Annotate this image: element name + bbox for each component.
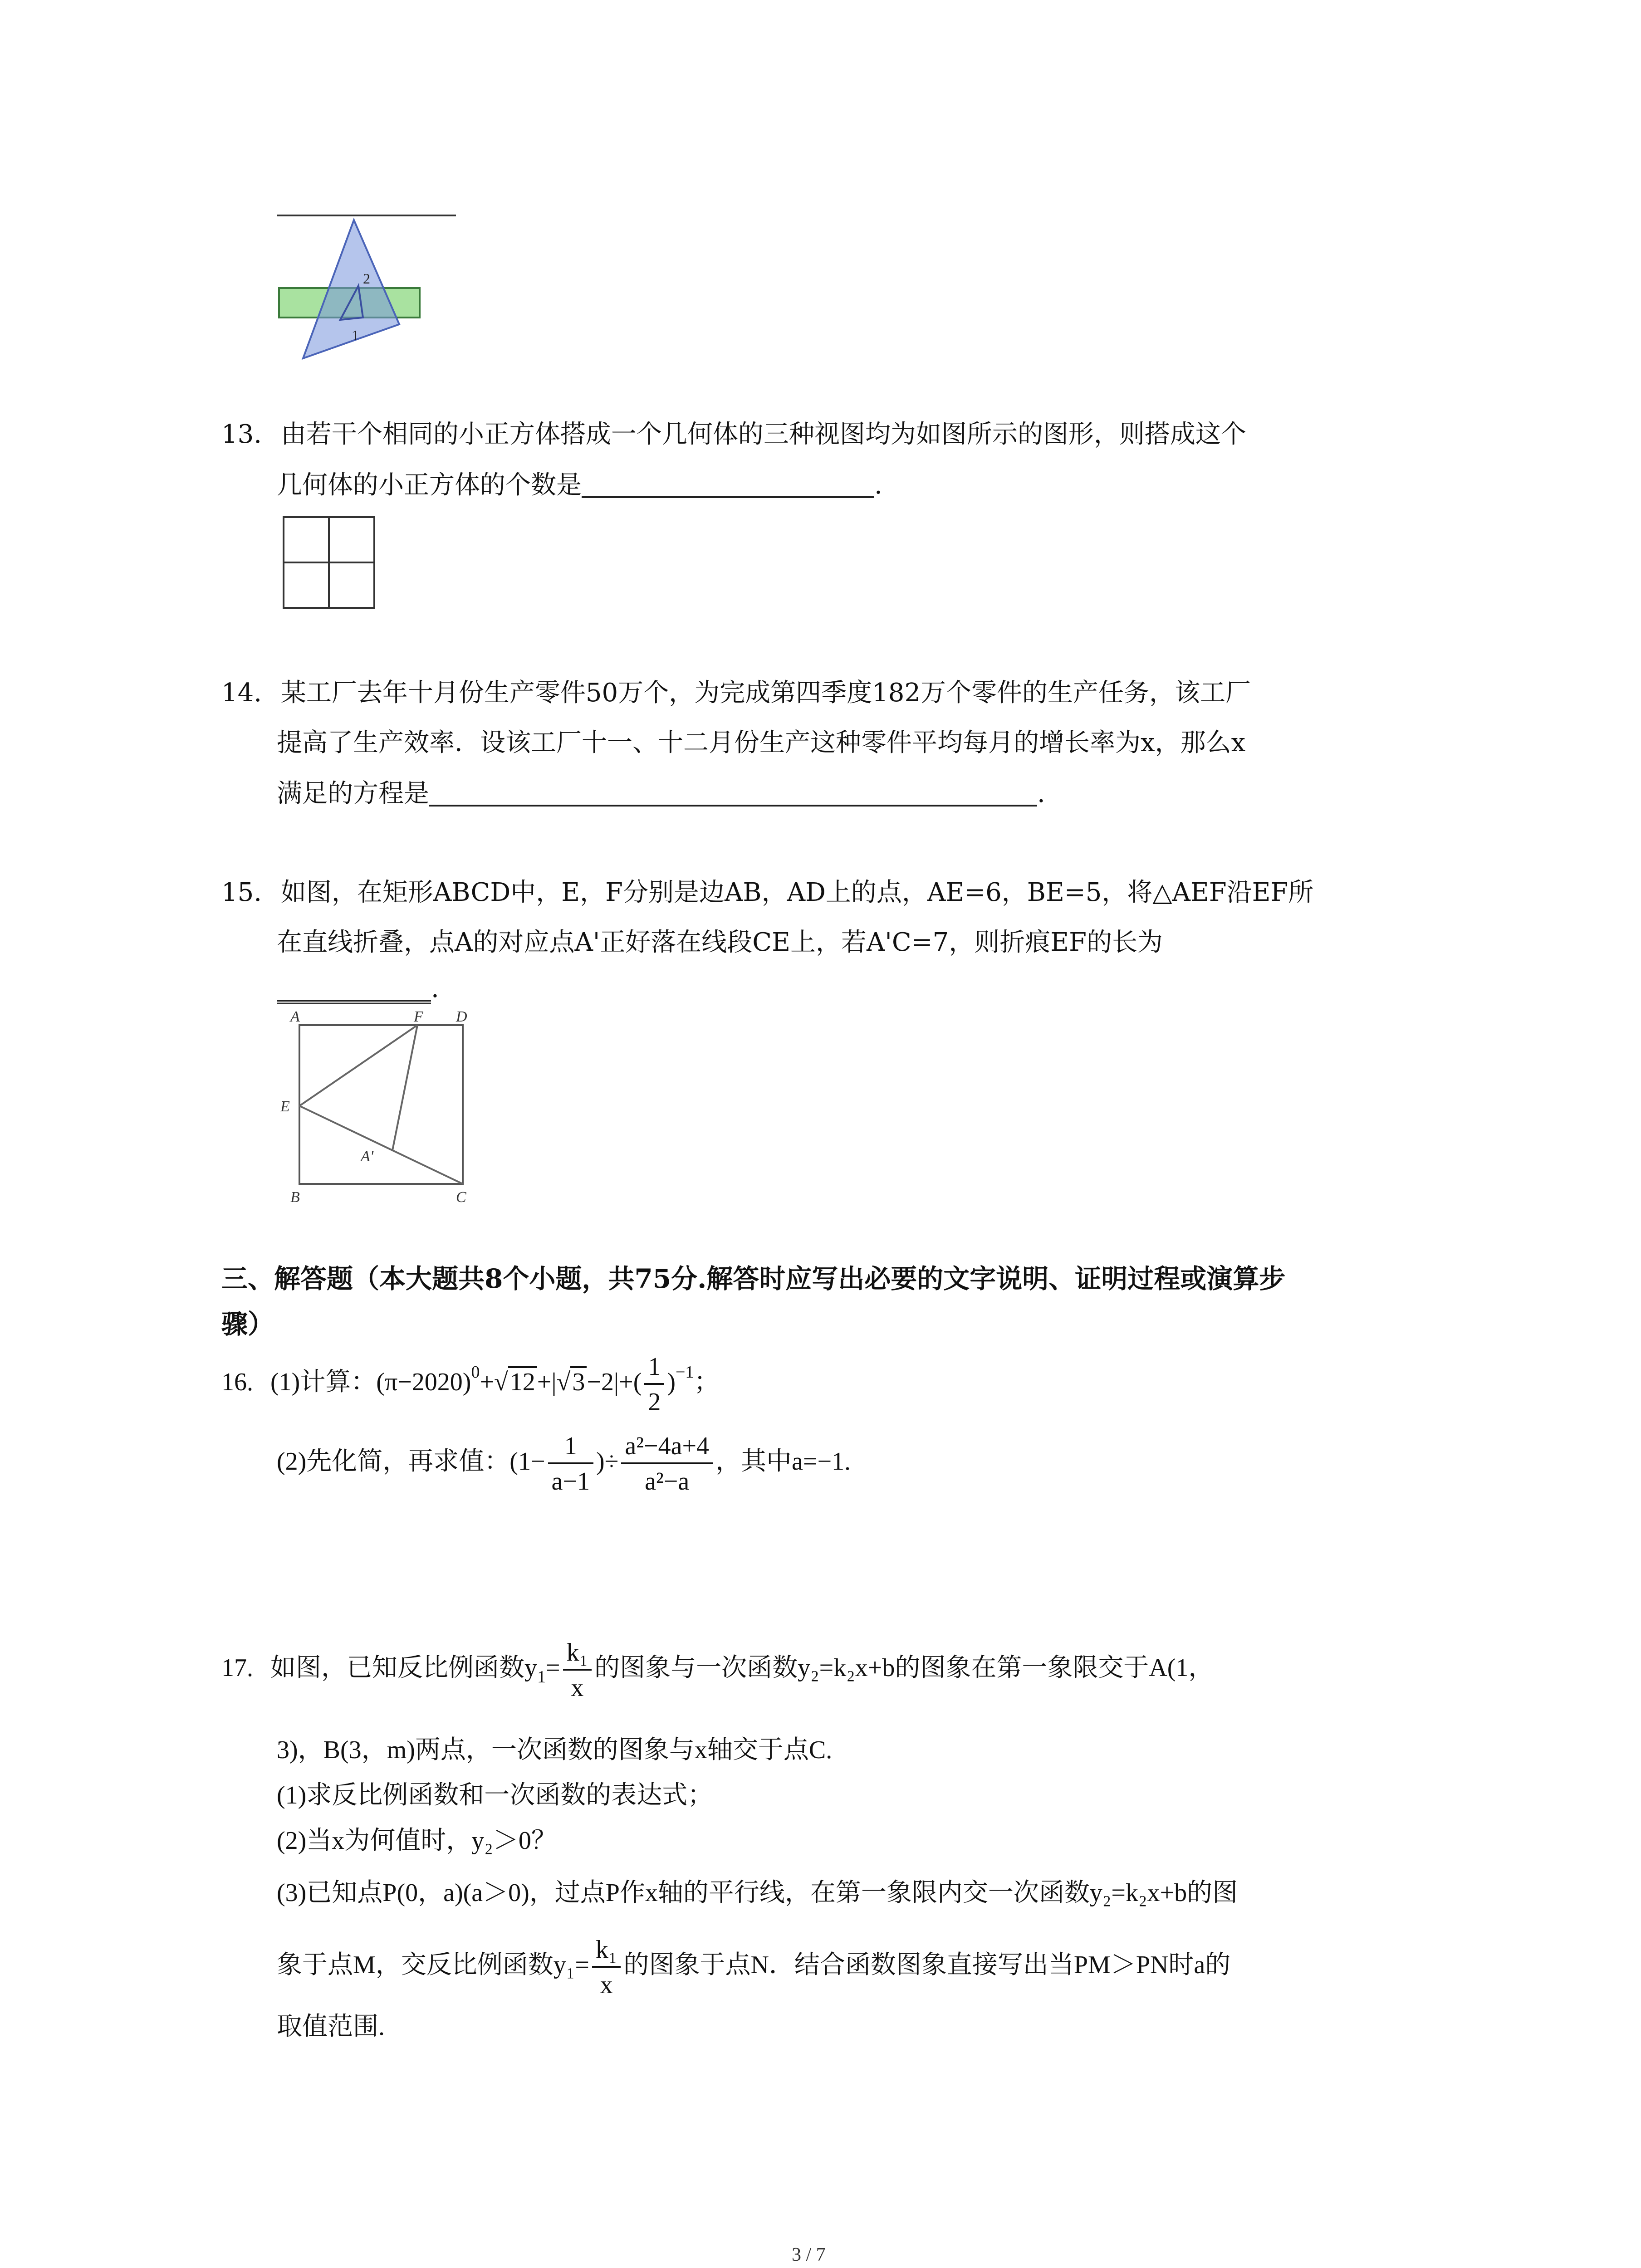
q17-l1-pre: 如图，已知反比例函数y	[270, 1653, 537, 1682]
q17-l4: (2)当x为何值时，y₂＞0？	[277, 1827, 557, 1855]
q17-fraction-k1-x: $\frac{\text{k₁}}{x}$	[563, 1640, 592, 1701]
figure-q15-rectangle	[272, 1002, 490, 1207]
figure-q13-grid	[279, 513, 379, 612]
q16-p1-exp0: 0	[471, 1362, 480, 1382]
figure-q12	[272, 204, 472, 367]
q16-part-2	[277, 1433, 851, 1494]
q17-line-1	[221, 1640, 1214, 1701]
q15-text-1: 如图，在矩形ABCD中，E，F分别是边AB，AD上的点，AE=6，BE=5，将△AEF沿EF所	[280, 878, 1314, 907]
q14-line-1	[221, 680, 1251, 706]
q17-line-2	[277, 1737, 832, 1763]
q16-sqrt-symbol-2: √	[556, 1368, 571, 1396]
q13-answer-blank[interactable]	[582, 472, 874, 498]
q15-text-2: 在直线折叠，点A的对应点A'正好落在线段CE上，若A'C=7，则折痕EF的长为	[277, 928, 1163, 957]
q14-text-1: 某工厂去年十月份生产零件50万个，为完成第四季度182万个零件的生产任务，该工厂	[280, 678, 1251, 708]
q16-p2-div: )÷	[596, 1447, 619, 1476]
q17-l2: 3)，B(3，m)两点，一次函数的图象与x轴交于点C.	[277, 1736, 833, 1764]
page-number	[792, 2245, 826, 2264]
q16-abs-open: +|	[537, 1368, 557, 1396]
section-3-title: 三、解答题（本大题共8个小题，共75分.解答时应写出必要的文字说明、证明过程或演算步	[221, 1263, 1286, 1294]
q15-end: .	[431, 974, 439, 1003]
q17-l5: (3)已知点P(0，a)(a＞0)，过点P作x轴的平行线，在第一象限内交一次函数y₂=k₂x+b的图	[277, 1879, 1238, 1907]
label-E: E	[280, 1098, 290, 1115]
q17-line-4	[277, 1828, 557, 1853]
q17-l1-eq: =	[546, 1653, 560, 1682]
q16-p1-exp: −1	[676, 1362, 694, 1382]
q17-number: 17.	[221, 1653, 253, 1682]
label-C: C	[456, 1189, 466, 1206]
q13-line-2	[277, 472, 882, 498]
q16-sqrt-3: 3	[570, 1366, 587, 1396]
section-3-heading-2	[221, 1311, 274, 1337]
q16-p1-plus: +	[480, 1368, 495, 1396]
q15-line-2	[277, 930, 1163, 955]
q17-l6-post: 的图象于点N．结合函数图象直接写出当PM＞PN时a的	[623, 1950, 1231, 1979]
q16-sqrt-symbol-1: √	[494, 1368, 508, 1396]
q13-text-2: 几何体的小正方体的个数是	[277, 470, 582, 500]
q17-l1-post: 的图象与一次函数y₂=k₂x+b的图象在第一象限交于A(1，	[594, 1653, 1214, 1682]
q16-p1-end: ；	[694, 1368, 720, 1396]
q15-number: 15.	[221, 878, 262, 907]
label-F: F	[414, 1008, 423, 1025]
q17-line-7	[277, 2014, 385, 2039]
q17-line-6	[277, 1937, 1230, 1998]
q15-answer-blank[interactable]	[277, 975, 431, 1002]
q14-end: .	[1037, 779, 1045, 808]
q17-l7: 取值范围.	[277, 2013, 385, 2041]
label-B: B	[290, 1189, 300, 1206]
q17-fraction-k1-x-2: $\frac{\text{k₁}}{x}$	[592, 1937, 621, 1998]
label-D: D	[456, 1008, 467, 1025]
q13-text-1: 由若干个相同的小正方体搭成一个几何体的三种视图均为如图所示的图形，则搭成这个	[280, 420, 1246, 449]
label-angle-2: 2	[363, 270, 370, 287]
q14-line-2	[277, 730, 1245, 756]
q16-fraction-1: $\frac{1}{a-1}$	[548, 1433, 593, 1494]
q15-line-1	[221, 880, 1313, 905]
q16-p1-close: )	[667, 1368, 676, 1396]
label-angle-1: 1	[352, 327, 359, 343]
q16-part-1	[221, 1354, 719, 1415]
q14-answer-blank[interactable]	[429, 780, 1037, 807]
q16-p1-pre: (1)计算：(π−2020)	[270, 1368, 471, 1396]
q17-l3: (1)求反比例函数和一次函数的表达式；	[277, 1781, 713, 1809]
q17-l1-sub: 1	[537, 1667, 546, 1686]
page-number-text: 3 / 7	[792, 2244, 826, 2265]
q16-abs-close: −2|+(	[587, 1368, 642, 1396]
q14-number: 14.	[221, 678, 262, 708]
q16-sqrt-12: 12	[508, 1366, 537, 1396]
q14-text-2: 提高了生产效率．设该工厂十一、十二月份生产这种零件平均每月的增长率为x，那么x	[277, 728, 1246, 758]
q16-fraction-half: $\frac{1}{2}$	[644, 1354, 664, 1415]
q13-number: 13.	[221, 420, 262, 449]
q17-line-3	[277, 1783, 713, 1808]
q16-fraction-2: $\frac{\text{a²−4a+4}}{\text{a²−a}}$	[621, 1433, 713, 1494]
q13-line-1	[221, 422, 1246, 447]
q14-line-3	[277, 780, 1045, 807]
q14-text-3: 满足的方程是	[277, 779, 429, 808]
q17-line-5	[277, 1880, 1238, 1906]
q15-line-3	[277, 975, 439, 1002]
section-3-title-cont: 骤）	[221, 1309, 274, 1339]
section-3-heading-1	[221, 1263, 1286, 1294]
label-A: A	[290, 1008, 300, 1025]
label-A-prime: A'	[361, 1148, 374, 1165]
q16-p2-end: ，其中a=−1.	[715, 1447, 851, 1476]
q13-end: .	[874, 470, 882, 500]
q16-p2-pre: (2)先化简，再求值：(1−	[277, 1447, 545, 1476]
q17-l6-pre: 象于点M，交反比例函数y₁=	[277, 1950, 589, 1979]
q16-number: 16.	[221, 1368, 253, 1396]
